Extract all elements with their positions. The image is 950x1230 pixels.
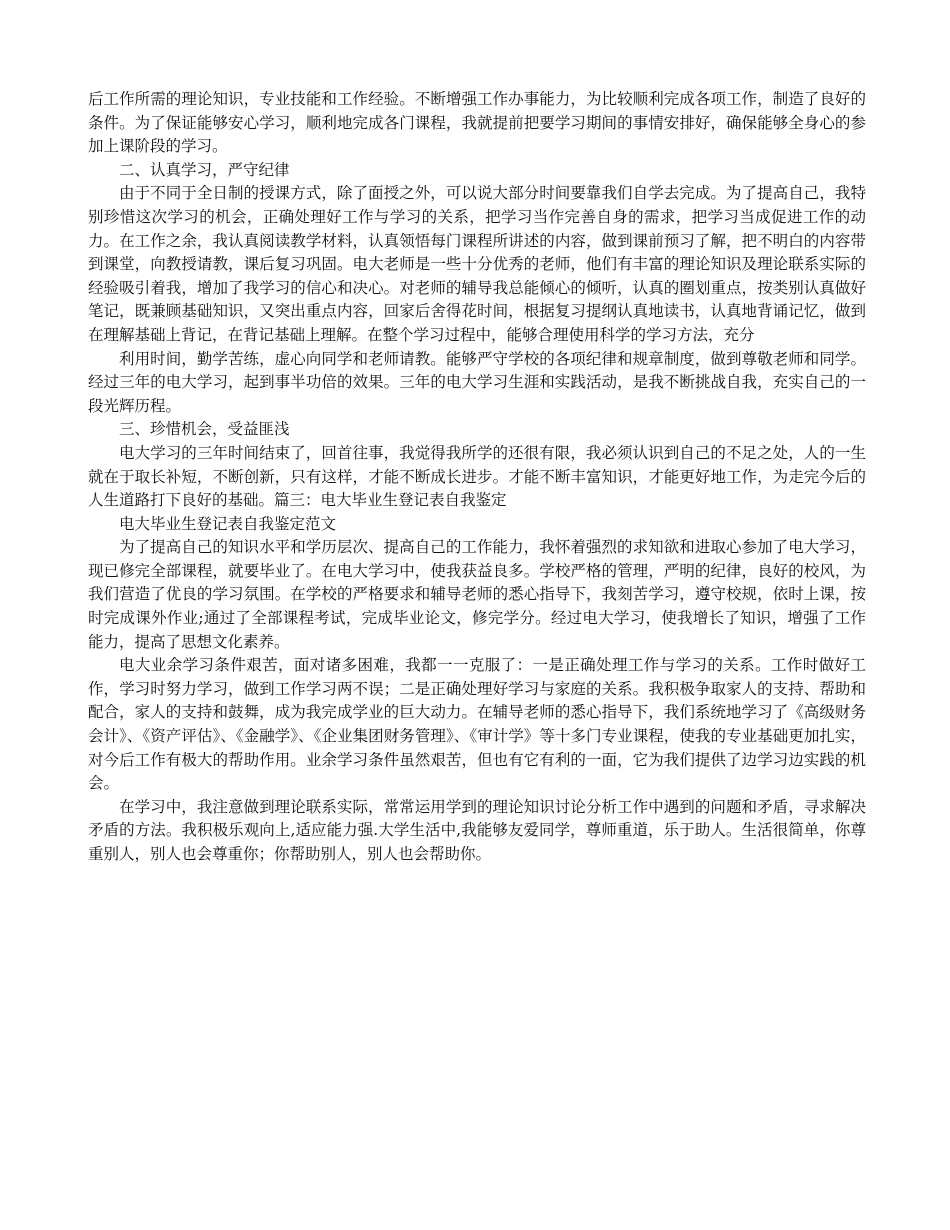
- paragraph-time-use: 利用时间，勤学苦练，虚心向同学和老师请教。能够严守学校的各项纪律和规章制度，做到尊敬老师和同学。经过三年的电大学习，起到事半功倍的效果。三年的电大学习生涯和实践活动，是我不断挑战自我，充实自己的一段光辉历程。: [88, 349, 866, 415]
- paragraph-continuation: 后工作所需的理论知识，专业技能和工作经验。不断增强工作办事能力，为比较顺利完成各项工作，制造了良好的条件。为了保证能够安心学习，顺利地完成各门课程，我就提前把要学习期间的事情安排好，确保能够全身心的参加上课阶段的学习。: [88, 90, 866, 156]
- section-heading-study-discipline: 二、认真学习，严守纪律: [119, 160, 290, 179]
- document-page: [88, 88, 866, 867]
- paragraph-theory-practice: 在学习中，我注意做到理论联系实际，常常运用学到的理论知识讨论分析工作中遇到的问题和矛盾，寻求解决矛盾的方法。我积极乐观向上,适应能力强.大学生活中,我能够友爱同学，尊师重道，乐于助人。生活很简单，你尊重别人，别人也会尊重你；你帮助别人，别人也会帮助你。: [88, 797, 866, 863]
- section-heading-cherish-opportunity: 三、珍惜机会，受益匪浅: [119, 420, 290, 439]
- paragraph-self-study: 由于不同于全日制的授课方式，除了面授之外，可以说大部分时间要靠我们自学去完成。为了提高自己，我特别珍惜这次学习的机会，正确处理好工作与学习的关系，把学习当作完善自身的需求，把学习当成促进工作的动力。在工作之余，我认真阅读教学材料，认真领悟每门课程所讲述的内容，做到课前预习了解，把不明白的内容带到课堂，向教授请教，课后复习巩固。电大老师是一些十分优秀的老师，他们有丰富的理论知识及理论联系实际的经验吸引着我，增加了我学习的信心和决心。对老师的辅导我总能倾心的倾听，认真的圈划重点，按类别认真做好笔记，既兼顾基础知识，又突出重点内容，回家后舍得花时间，根据复习提纲认真地读书，认真地背诵记忆，做到在理解基础上背记，在背记基础上理解。在整个学习过程中，能够合理使用科学的学习方法，充分: [88, 184, 866, 344]
- paragraph-three-years: 电大学习的三年时间结束了，回首往事，我觉得我所学的还很有限，我必须认识到自己的不足之处，人的一生就在于取长补短，不断创新，只有这样，才能不断成长进步。才能不断丰富知识，才能更好地工作，为走完今后的人生道路打下良好的基础。篇三：电大毕业生登记表自我鉴定: [88, 443, 866, 510]
- paragraph-hard-conditions: 电大业余学习条件艰苦，面对诸多困难，我都一一克服了：一是正确处理工作与学习的关系。工作时做好工作，学习时努力学习，做到工作学习两不误；二是正确处理好学习与家庭的关系。我积极争取家人的支持、帮助和配合，家人的支持和鼓舞，成为我完成学业的巨大动力。在辅导老师的悉心指导下，我们系统地学习了《高级财务会计》、《资产评估》、《金融学》、《企业集团财务管理》、《审计学》等十多门专业课程，使我的专业基础更加扎实，对今后工作有极大的帮助作用。业余学习条件虽然艰苦，但也有它有利的一面，它为我们提供了边学习边实践的机会。: [88, 656, 866, 793]
- paragraph-improve-self: 为了提高自己的知识水平和学历层次、提高自己的工作能力，我怀着强烈的求知欲和进取心参加了电大学习，现已修完全部课程，就要毕业了。在电大学习中，使我获益良多。学校严格的管理，严明的纪律，良好的校风，为我们营造了优良的学习氛围。在学校的严格要求和辅导老师的悉心指导下，我刻苦学习，遵守校规，依时上课，按时完成课外作业;通过了全部课程考试，完成毕业论文，修完学分。经过电大学习，使我增长了知识，增强了工作能力，提高了思想文化素养。: [88, 538, 866, 651]
- subtitle-sample-text: 电大毕业生登记表自我鉴定范文: [119, 514, 337, 533]
